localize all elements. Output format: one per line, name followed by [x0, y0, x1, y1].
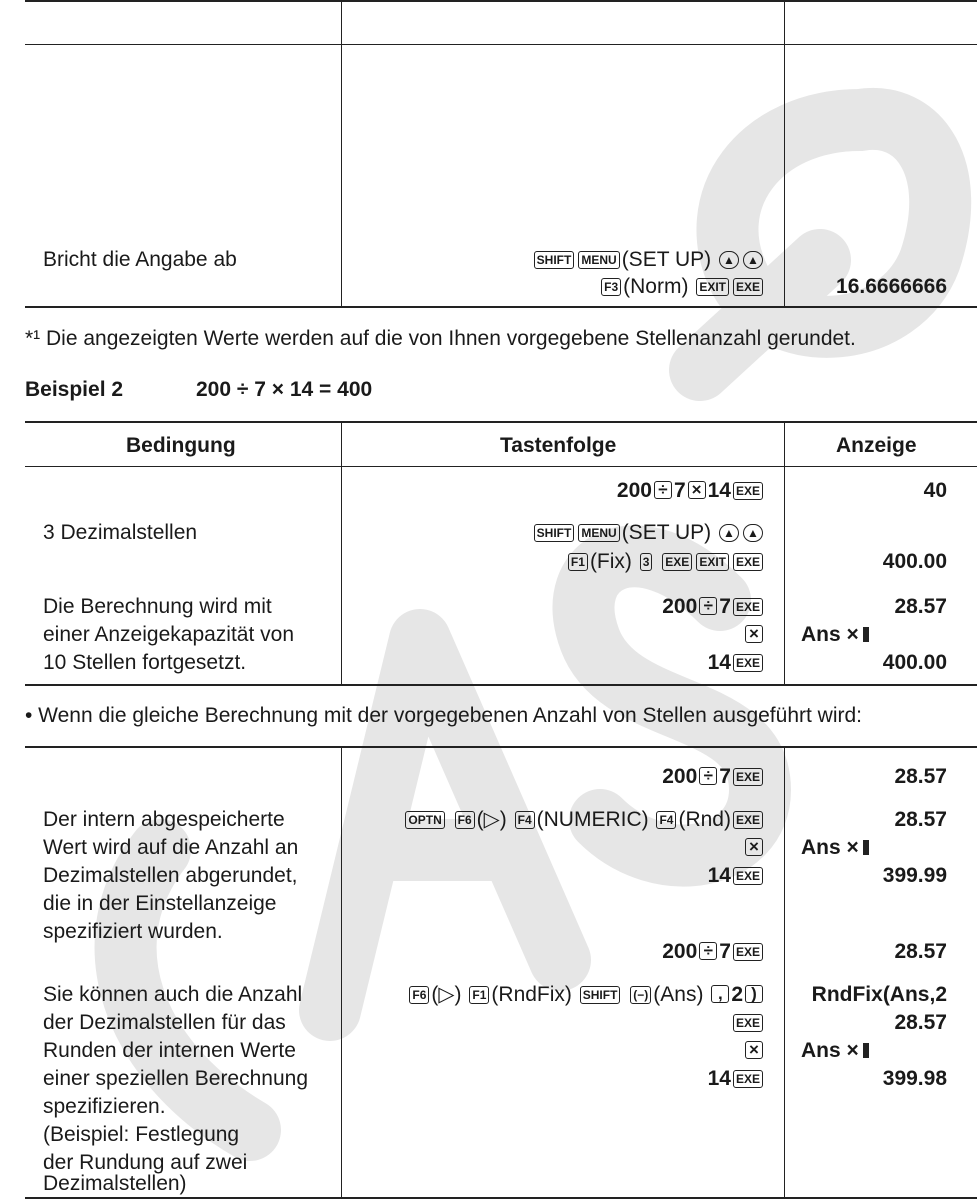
- f1-key: F1: [469, 986, 489, 1004]
- table3-r1-display: 28.57: [894, 765, 947, 788]
- exe-key: EXE: [733, 482, 763, 500]
- table2-r1-keys: 200 ÷ 7 × 14 EXE: [617, 477, 765, 505]
- table2-col-divider-2: [784, 421, 785, 684]
- table3-r4-condition-8: Dezimalstellen): [43, 1172, 187, 1195]
- table1-condition: Bricht die Angabe ab: [43, 248, 237, 271]
- optn-key: OPTN: [405, 811, 444, 829]
- table3-r2-condition-2: Wert wird auf die Anzahl an: [43, 836, 299, 859]
- bullet-note: • Wenn die gleiche Berechnung mit der vorgegebenen Anzahl von Stellen ausgeführt wird:: [25, 704, 862, 727]
- divide-key: ÷: [699, 942, 717, 960]
- example-label: Beispiel 2: [25, 378, 124, 401]
- table1-header-divider: [25, 44, 977, 45]
- table3-r2-condition-4: die in der Einstellanzeige: [43, 892, 277, 915]
- table3-r2-display-2: Ans ×: [801, 834, 869, 862]
- table3-r3-display: 28.57: [894, 940, 947, 963]
- table2-bottom-border: [25, 684, 977, 686]
- table2-col-divider-1: [341, 421, 342, 684]
- table3-r4-condition-7: der Rundung auf zwei: [43, 1151, 248, 1174]
- table3-r2-keys-line2: [743, 834, 765, 862]
- table3-r4-condition-3: Runden der internen Werte: [43, 1039, 296, 1062]
- f4-key: F4: [515, 811, 535, 829]
- table2-r3-display-2: Ans ×: [801, 621, 869, 649]
- exe-key: EXE: [733, 867, 763, 885]
- f6-key: F6: [409, 986, 429, 1004]
- table3-col-divider-1: [341, 746, 342, 1197]
- table3-r4-keys-line3: [743, 1037, 765, 1065]
- shift-key: SHIFT: [534, 251, 575, 269]
- table3-r2-keys-line3: 14 EXE: [708, 862, 765, 890]
- table1-bottom-border: [25, 306, 977, 308]
- table3-r4-condition-1: Sie können auch die Anzahl: [43, 983, 303, 1006]
- table1-col-divider-1: [341, 0, 342, 306]
- exe-key: EXE: [733, 598, 763, 616]
- table2-r3-keys-line2: [743, 621, 765, 649]
- exe-key: EXE: [733, 553, 763, 571]
- table1-col-divider-2: [784, 0, 785, 306]
- key-3: 3: [640, 553, 653, 571]
- exe-key: EXE: [733, 1070, 763, 1088]
- table3-r4-condition-2: der Dezimalstellen für das: [43, 1011, 286, 1034]
- table3-r4-display-4: 399.98: [882, 1067, 947, 1090]
- cursor-icon: [863, 627, 869, 642]
- shift-key: SHIFT: [534, 524, 575, 542]
- exe-key: EXE: [733, 768, 763, 786]
- multiply-key: ×: [745, 625, 763, 643]
- table3-r4-keys-line2: [731, 1009, 765, 1037]
- table2-top-border: [25, 421, 977, 423]
- table3-r2-condition-5: spezifiziert wurden.: [43, 920, 223, 943]
- divide-key: ÷: [654, 481, 672, 499]
- table1-display: 16.6666666: [836, 275, 947, 298]
- up-arrow-icon: ▲: [743, 524, 763, 542]
- table3-r2-condition-1: Der intern abgespeicherte: [43, 808, 285, 831]
- table2-r2-keys-line2: F1 (Fix) 3 EXE EXIT EXE: [566, 548, 765, 576]
- norm-text: (Norm): [623, 275, 689, 298]
- table1-keys-line2: [599, 273, 765, 301]
- multiply-key: ×: [745, 1041, 763, 1059]
- exe-key: EXE: [733, 811, 763, 829]
- exe-key: EXE: [733, 1014, 763, 1032]
- table2-r3-keys-line3: 14 EXE: [708, 649, 765, 677]
- multiply-key: ×: [688, 481, 706, 499]
- table3-r3-keys: 200 ÷ 7 EXE: [662, 938, 765, 966]
- table3-r4-display-2: 28.57: [894, 1011, 947, 1034]
- negative-key: (−): [630, 986, 651, 1004]
- f1-key: F1: [568, 553, 588, 571]
- multiply-key: ×: [745, 838, 763, 856]
- comma-key: ,: [711, 985, 729, 1003]
- table2-r2-keys-line1: SHIFT MENU (SET UP) ▲ ▲: [532, 519, 765, 547]
- table2-r3-condition-3: 10 Stellen fortgesetzt.: [43, 651, 247, 674]
- table3-r4-condition-5: spezifizieren.: [43, 1095, 166, 1118]
- table3-r4-keys-line4: 14 EXE: [708, 1065, 765, 1093]
- table2-r3-condition-2: einer Anzeigekapazität von: [43, 623, 295, 646]
- table3-r1-keys: 200 ÷ 7 EXE: [662, 763, 765, 791]
- table3-r4-condition-6: (Beispiel: Festlegung: [43, 1123, 240, 1146]
- footnote: *¹ Die angezeigten Werte werden auf die von Ihnen vorgegebene Stellenanzahl gerundet.: [25, 327, 856, 350]
- divide-key: ÷: [699, 767, 717, 785]
- menu-key: MENU: [578, 524, 619, 542]
- table2-r3-condition-1: Die Berechnung wird mit: [43, 595, 272, 618]
- table3-r2-display-1: 28.57: [894, 808, 947, 831]
- exe-key: EXE: [733, 278, 763, 296]
- table3-col-divider-2: [784, 746, 785, 1197]
- table2-header-divider: [25, 466, 977, 467]
- exit-key: EXIT: [696, 278, 729, 296]
- exe-key: EXE: [733, 654, 763, 672]
- header-condition: Bedingung: [126, 434, 236, 457]
- exe-key: EXE: [733, 943, 763, 961]
- up-arrow-icon: ▲: [719, 524, 739, 542]
- up-arrow-icon: ▲: [719, 251, 739, 269]
- table3-r4-display-3: Ans ×: [801, 1037, 869, 1065]
- table3-r4-condition-4: einer speziellen Berechnung: [43, 1067, 309, 1090]
- up-arrow-icon: ▲: [743, 251, 763, 269]
- f6-key: F6: [455, 811, 475, 829]
- table2-r3-display-1: 28.57: [894, 595, 947, 618]
- table3-r2-keys-line1: OPTN F6 (▷) F4 (NUMERIC) F4 (Rnd) EXE: [403, 806, 765, 834]
- table1-keys-line1: [532, 246, 765, 274]
- table3-r4-keys-line1: F6 (▷) F1 (RndFix) SHIFT (−) (Ans) , 2 ): [407, 981, 765, 1009]
- table2-r2-display: 400.00: [882, 550, 947, 573]
- table3-top-border: [25, 746, 977, 748]
- table2-r1-display: 40: [923, 479, 947, 502]
- exe-key: EXE: [662, 553, 692, 571]
- example-equation: 200 ÷ 7 × 14 = 400: [196, 378, 373, 401]
- header-keys: Tastenfolge: [500, 434, 617, 457]
- shift-key: SHIFT: [580, 986, 621, 1004]
- f3-key: F3: [601, 278, 621, 296]
- table2-r3-display-3: 400.00: [882, 651, 947, 674]
- table2-r2-condition: 3 Dezimalstellen: [43, 521, 198, 544]
- table3-r2-condition-3: Dezimalstellen abgerundet,: [43, 864, 298, 887]
- table3-r2-display-3: 399.99: [882, 864, 947, 887]
- cursor-icon: [863, 840, 869, 855]
- close-paren-key: ): [745, 985, 763, 1003]
- exit-key: EXIT: [696, 553, 729, 571]
- cursor-icon: [863, 1043, 869, 1058]
- table3-r4-display-1: RndFix(Ans,2: [811, 983, 947, 1006]
- divide-key: ÷: [699, 597, 717, 615]
- table2-r3-keys-line1: 200 ÷ 7 EXE: [662, 593, 765, 621]
- menu-key: MENU: [578, 251, 619, 269]
- header-display: Anzeige: [836, 434, 917, 457]
- setup-text: (SET UP): [621, 248, 712, 271]
- f4-key: F4: [656, 811, 676, 829]
- table1-top-border: [25, 0, 977, 2]
